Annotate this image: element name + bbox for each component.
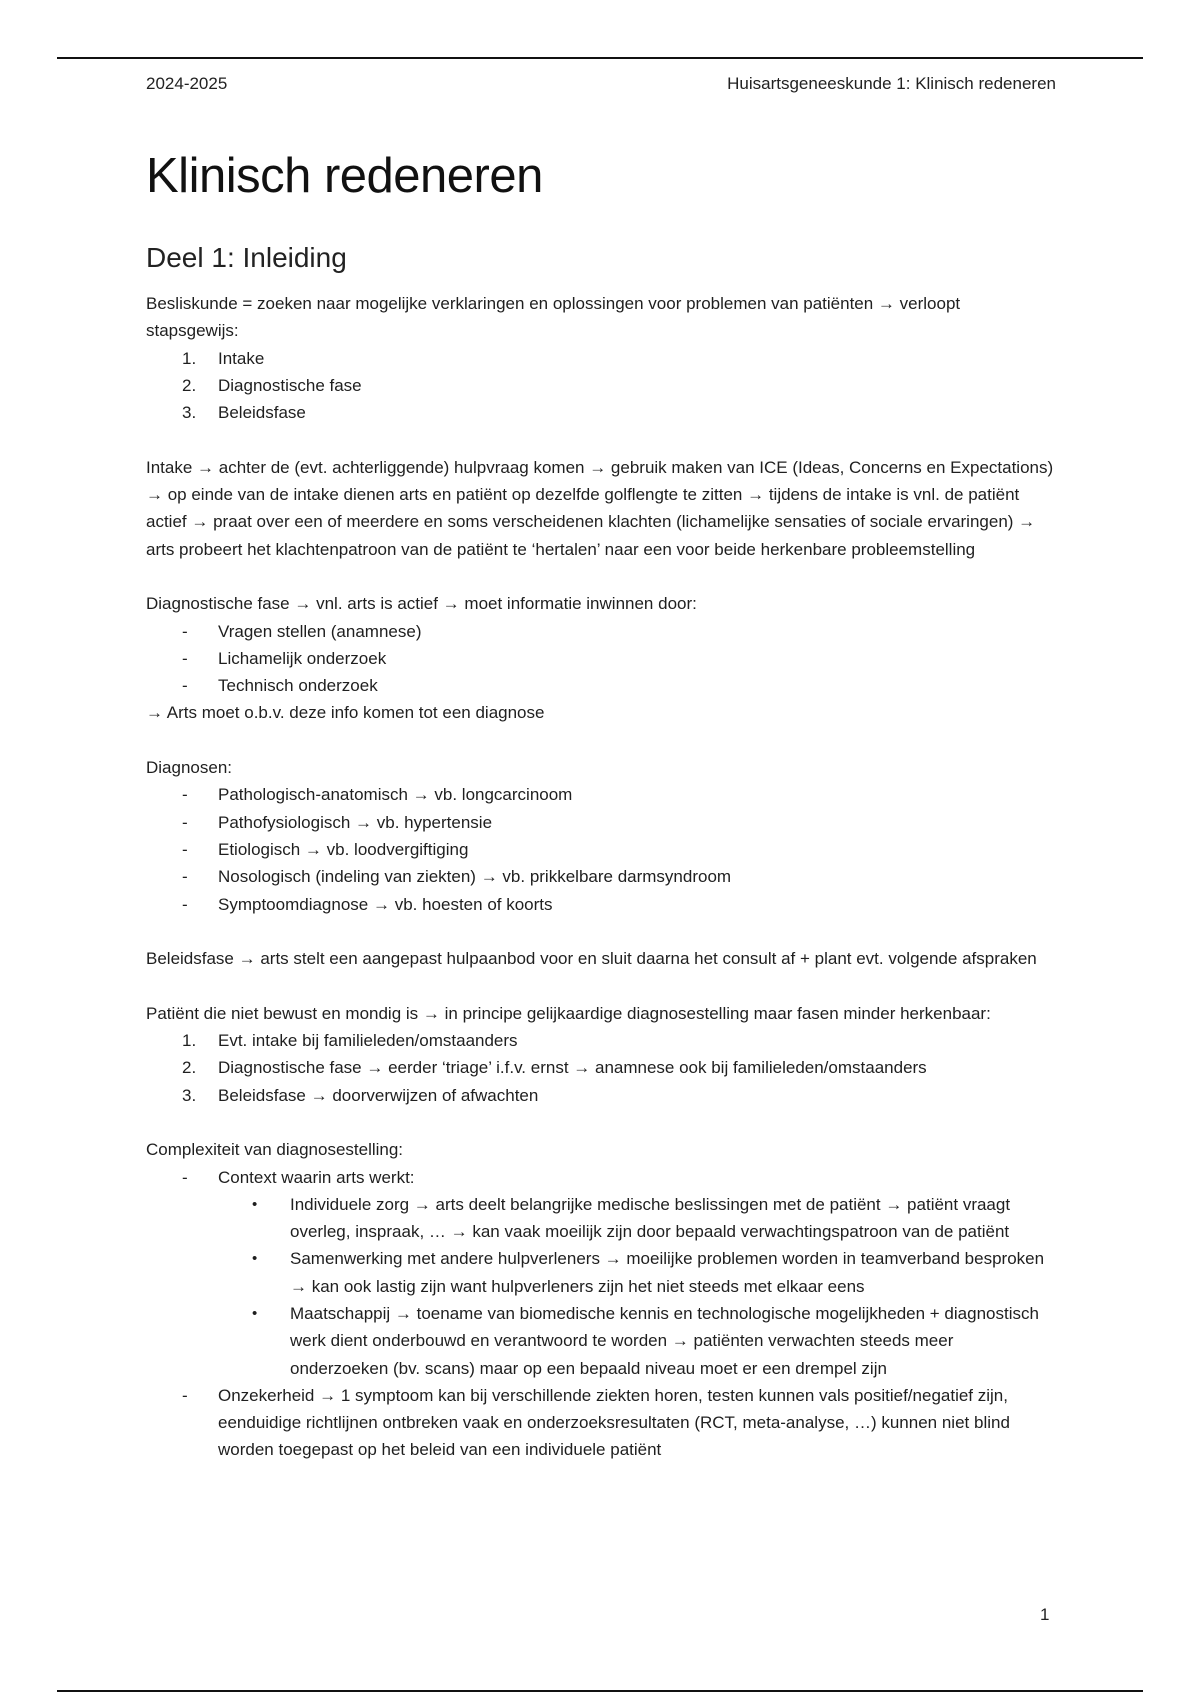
list-item-text: Nosologisch (indeling van ziekten) → vb. prikkelbare darmsyndroom: [218, 867, 732, 887]
dash-marker: -: [182, 621, 188, 641]
context-bullet-list: [146, 1191, 1056, 1382]
list-item-text: Etiologisch → vb. loodvergiftiging: [218, 839, 469, 859]
list-item: [146, 672, 1056, 699]
section-title: Deel 1: Inleiding: [146, 242, 347, 273]
list-item-text: Diagnostische fase: [218, 375, 362, 395]
list-number: 2.: [182, 375, 197, 395]
list-item: [146, 399, 1056, 426]
non-competent-paragraph: Patiënt die niet bewust en mondig is → in principe gelijkaardige diagnosestelling maar fasen minder herkenbaar:: [146, 1003, 991, 1023]
list-number: 1.: [182, 348, 197, 368]
diagnoses-list: [146, 781, 1056, 917]
complexity-list: [146, 1164, 1056, 1191]
complexity-label: Complexiteit van diagnosestelling:: [146, 1140, 404, 1160]
policy-paragraph: Beleidsfase → arts stelt een aangepast hulpaanbod voor en sluit daarna het consult af + plant evt. volgende afspraken: [146, 949, 1037, 969]
list-item: [146, 645, 1056, 672]
bullet-marker: •: [252, 1250, 258, 1268]
list-item: [146, 809, 1056, 836]
list-item: [146, 345, 1056, 372]
page-number: 1: [1040, 1605, 1050, 1624]
list-item: [146, 836, 1056, 863]
list-item: [146, 863, 1056, 890]
list-item: [146, 1054, 1056, 1081]
document-body: [146, 290, 1056, 1464]
list-item-text: Samenwerking met andere hulpverleners → moeilijke problemen worden in teamverband besproken → kan ook lastig zijn want hulpverleners zijn het niet steeds met elkaar eens: [290, 1249, 1045, 1296]
list-item: [146, 1164, 1056, 1191]
dash-marker: -: [182, 648, 188, 668]
dash-marker: -: [182, 812, 188, 832]
list-item: [146, 1300, 1056, 1382]
dash-marker: -: [182, 894, 188, 914]
diagnoses-label: Diagnosen:: [146, 758, 233, 778]
header-course: Huisartsgeneeskunde 1: Klinisch redeneren: [727, 74, 1056, 93]
list-item: [146, 781, 1056, 808]
list-item: [146, 372, 1056, 399]
uncertainty-list: [146, 1382, 1056, 1464]
list-item-text: Beleidsfase → doorverwijzen of afwachten: [218, 1085, 539, 1105]
dash-marker: -: [182, 1167, 188, 1187]
intake-paragraph: Intake → achter de (evt. achterliggende) hulpvraag komen → gebruik maken van ICE (Ideas, Concerns en Expectations) → op einde van de intake dienen arts en patiënt op dezelfde golflengte te zitten → tijdens de intake is vnl. de patiënt actief → praat over een of meerdere en soms verscheidenen klachten (lichamelijke sensaties of sociale ervaringen) → arts probeert het klachtenpatroon van de patiënt te ‘hertalen’ naar een voor beide herkenbare probleemstelling: [146, 457, 1054, 559]
list-number: 3.: [182, 403, 197, 423]
header-year: 2024-2025: [146, 74, 228, 93]
list-item: [146, 891, 1056, 918]
top-rule: [57, 57, 1143, 59]
list-item: [146, 1082, 1056, 1109]
list-item-text: Pathologisch-anatomisch → vb. longcarcinoom: [218, 785, 573, 805]
non-competent-steps-list: [146, 1027, 1056, 1109]
list-item-text: Vragen stellen (anamnese): [218, 621, 422, 641]
list-item-text: Onzekerheid → 1 symptoom kan bij verschillende ziekten horen, testen kunnen vals positief/negatief zijn, eenduidige richtlijnen ontbreken vaak en onderzoeksresultaten (RCT, meta-analyse, …) kunnen niet blind worden toegepast op het beleid van een individuele patiënt: [218, 1385, 1010, 1460]
dash-marker: -: [182, 785, 188, 805]
list-number: 3.: [182, 1085, 197, 1105]
list-item-text: Individuele zorg → arts deelt belangrijke medische beslissingen met de patiënt → patiënt vraagt overleg, inspraak, … → kan vaak moeilijk zijn door bepaald verwachtingspatroon van de patiënt: [290, 1194, 1011, 1242]
list-item-text: Technisch onderzoek: [218, 676, 378, 696]
list-item: [146, 618, 1056, 645]
list-item-text: Evt. intake bij familieleden/omstaanders: [218, 1031, 518, 1051]
list-item-text: Intake: [218, 348, 265, 368]
list-item: [146, 1245, 1056, 1300]
list-item-text: Symptoomdiagnose → vb. hoesten of koorts: [218, 894, 553, 914]
diagnostic-list: [146, 618, 1056, 700]
dash-marker: -: [182, 839, 188, 859]
list-item-text: Pathofysiologisch → vb. hypertensie: [218, 812, 493, 832]
list-item-text: Context waarin arts werkt:: [218, 1167, 415, 1187]
diagnostic-conclusion: → Arts moet o.b.v. deze info komen tot een diagnose: [146, 703, 545, 723]
bottom-rule: [57, 1690, 1143, 1692]
document-title: Klinisch redeneren: [146, 149, 543, 203]
list-item: [146, 1191, 1056, 1246]
list-item-text: Beleidsfase: [218, 403, 306, 423]
bullet-marker: •: [252, 1304, 258, 1322]
list-number: 2.: [182, 1058, 197, 1078]
dash-marker: -: [182, 676, 188, 696]
list-number: 1.: [182, 1031, 197, 1051]
bullet-marker: •: [252, 1195, 258, 1213]
list-item-text: Diagnostische fase → eerder ‘triage’ i.f.v. ernst → anamnese ook bij familieleden/omstaanders: [218, 1058, 927, 1078]
page-header: [146, 74, 1056, 94]
intro-paragraph: Besliskunde = zoeken naar mogelijke verklaringen en oplossingen voor problemen van patiënten → verloopt stapsgewijs:: [146, 294, 961, 341]
dash-marker: -: [182, 867, 188, 887]
list-item-text: Maatschappij → toename van biomedische kennis en technologische mogelijkheden + diagnostisch werk dient onderbouwd en verantwoord te worden → patiënten verwachten steeds meer onderzoeken (bv. scans) maar op een bepaald niveau moet er een drempel zijn: [290, 1303, 1039, 1378]
dash-marker: -: [182, 1385, 188, 1405]
diagnostic-paragraph: Diagnostische fase → vnl. arts is actief → moet informatie inwinnen door:: [146, 594, 697, 614]
list-item: [146, 1027, 1056, 1054]
list-item: [146, 1382, 1056, 1464]
list-item-text: Lichamelijk onderzoek: [218, 648, 387, 668]
intro-steps-list: [146, 345, 1056, 427]
